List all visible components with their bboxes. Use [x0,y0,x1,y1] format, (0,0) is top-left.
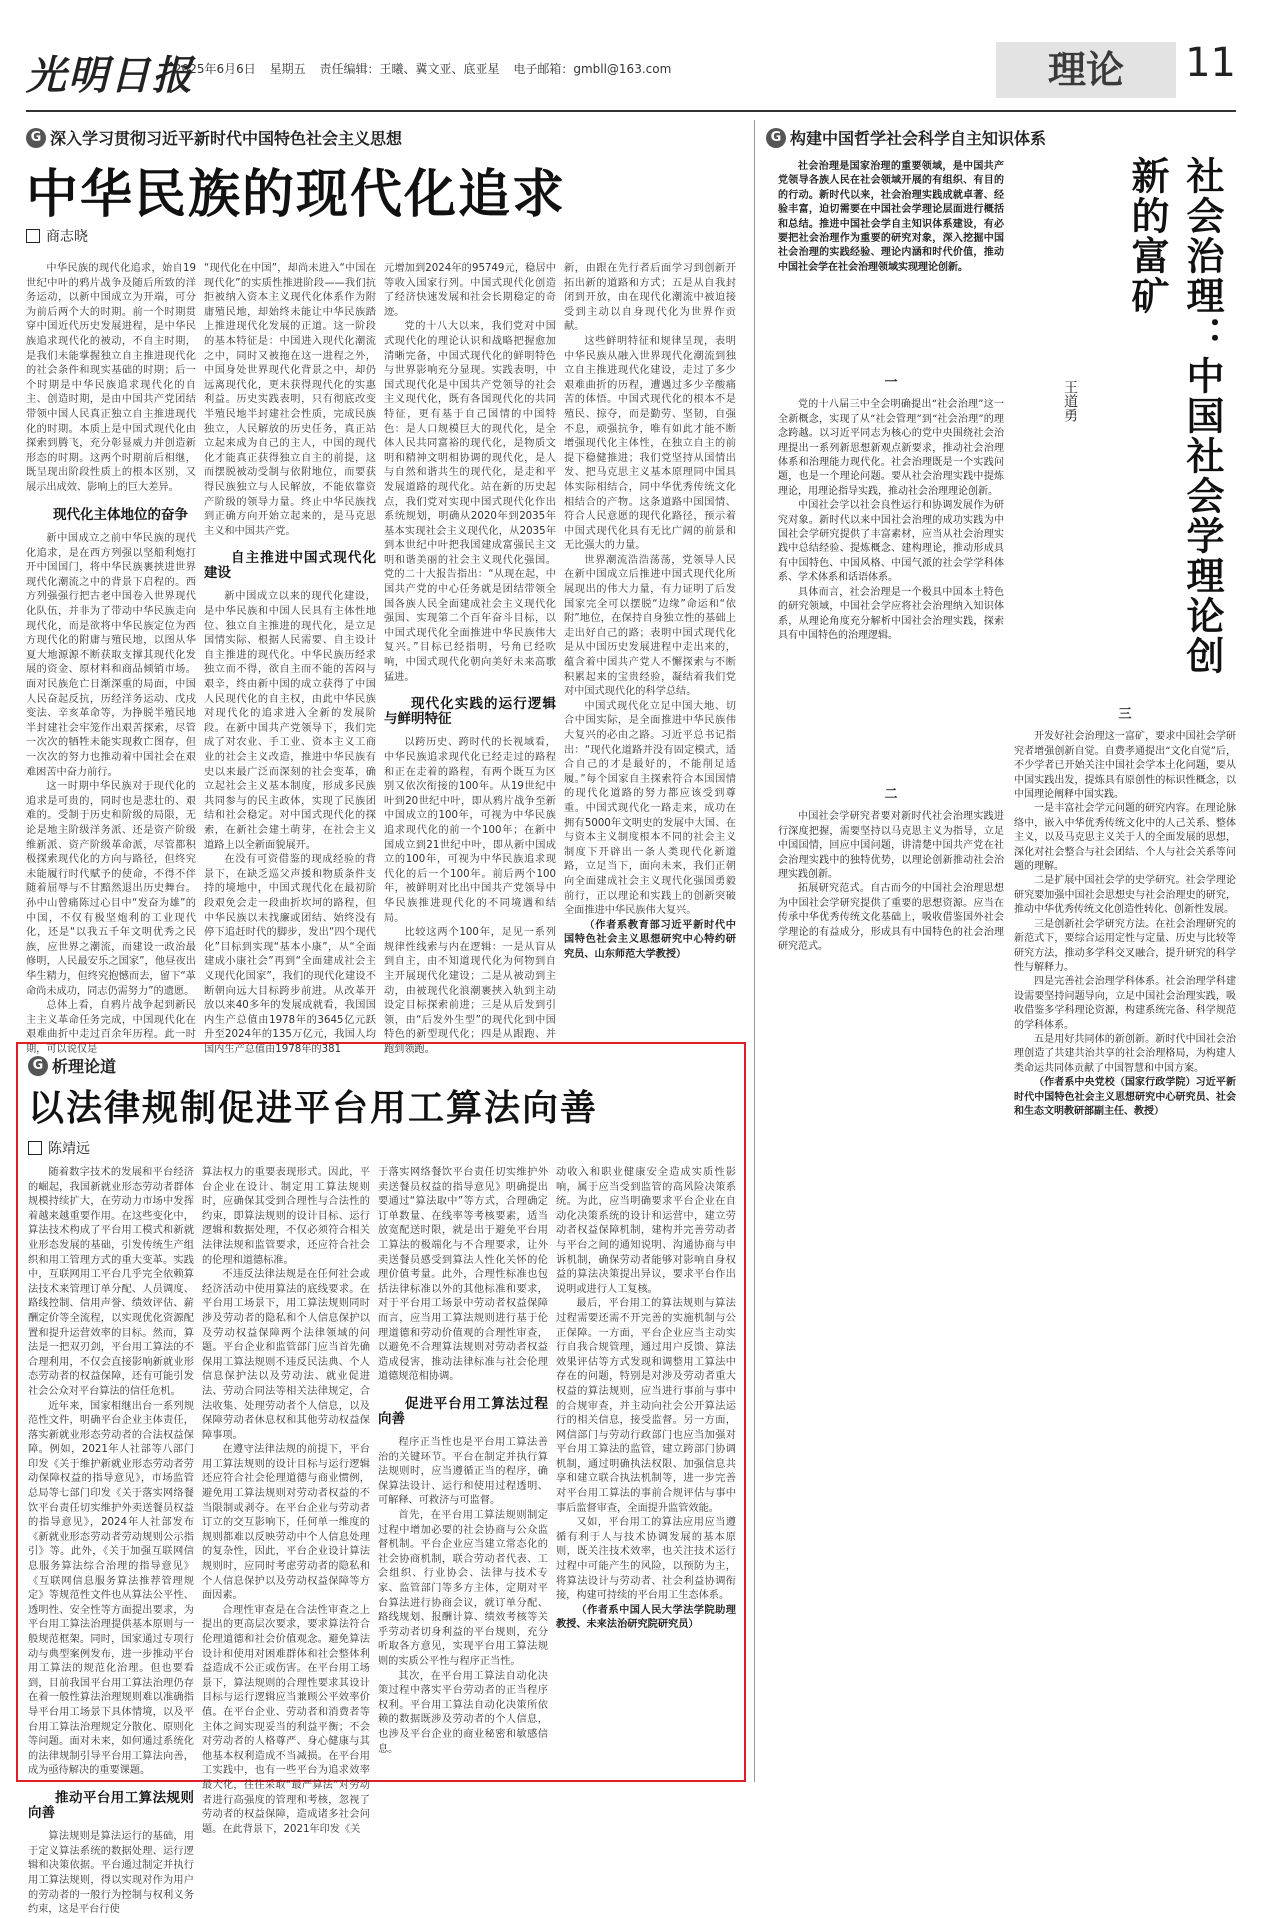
header-meta [174,60,681,77]
article2-col2: 算法权力的重要表现形式。因此，平台企业在设计、制定用工算法规则时，应确保其受到合理性与合法性的约束，即算法规则的设计目标、运行逻辑和数据处理，不仅必须符合相关法律法规和监管要求，还应符合社会的伦理和道德标准。 不违反法律法规是在任何社会或经济活动中使用算法的底线要求。在平台用工场景下，用工算法规则同时涉及劳动者的隐私和个人信息保护以及劳动权益保障两个法律领域的问题。平台企业和监管部门应当首先确保用工算法规则不违反民法典、个人信息保护法以及劳动法、就业促进法、劳动合同法等相关法律规定，合法收集、处理劳动者个人信息，以及保障劳动者休息权和其他劳动权益保障事项。 在遵守法律法规的前提下，平台用工算法规则的设计目标与运行逻辑还应符合社会伦理道德与商业惯例，避免用工算法规则对劳动者权益的不当限制或剥夺。在平台企业与劳动者订立的交互影响下，任何单一维度的规则都难以反映劳动中个人信息处理的复杂性，因此，平台企业设计算法规则时，应同时考虑劳动者的隐私和个人信息保护以及劳动权益保障等方面因素。 合理性审查是在合法性审查之上提出的更高层次要求，要求算法符合伦理道德和社会价值观念。避免算法设计和使用对困难群体和社会整体利益造成不公正或伤害。在平台用工场景下，算法规则的合理性要求其设计目标与运行逻辑应当兼顾公平效率价值。在平台企业、劳动者和消费者等主体之间实现妥当的利益平衡；不会对劳动者的人格尊严、身心健康与其他基本权利造成不当减损。在平台用工实践中，也有一些平台为追求效率最大化，往往采取“最严算法”对劳动者进行高强度的管理和考核，忽视了劳动者的权益保障，造成诸多社会问题。在此背景下，2021年印发《关 [202,1167,370,1835]
article3-abstract: 社会治理是国家治理的重要领域，是中国共产党领导各族人民在社会领域开展的有组织、有目的的行动。新时代以来，社会治理实践成就卓著、经验丰富，迫切需要在中国社会学理论层面进行概括和总结。推进中国社会学自主知识体系建设，有必要把社会治理作为重要的研究对象，深入挖掘中国社会治理的实践经验、理论内涵和时代价值，推动中国社会学在社会治理领域实现理论创新。 [778,161,1004,273]
article3-col1-upper: 一 党的十八届三中全会明确提出“社会治理”这一全新概念，实现了从“社会管理”到“社会治理”的理念跨越。以习近平同志为核心的党中央围绕社会治理提出一系列新思想新观点新要求，推动社会治理体系和治理能力现代化。社会治理既是一个实践问题，也是一个理论问题。要从社会治理实践中提炼理论，用理论指导实践，推动社会治理理论创新。 中国社会学以社会良性运行和协调发展作为研究对象。新时代以来中国社会治理的成功实践为中国社会学研究提供了丰富素材，应当从社会治理实践中总结经验、提炼概念、建构理论，推动形成具有中国特色、中国风格、中国气派的社会学学科体系、学术体系和话语体系。 具体而言，社会治理是一个极具中国本土特色的研究领域，中国社会学应将社会治理纳入知识体系，从理论角度充分解析中国社会治理实践，探索具有中国特色的治理逻辑。 [778,375,1004,641]
article2-column-label: 析理论道 [52,1057,117,1076]
article1-subhead-1: 现代化主体地位的奋争 [53,506,188,523]
issue-date: 2025年6月6日 [174,62,256,76]
column-logo-icon: G [28,1056,48,1076]
article1-col1: 中华民族的现代化追求，始自19世纪中叶的鸦片战争及随后所致的洋务运动，以新中国成立为开端，可分为前后两个大的时期。前一个时期贯穿中国近代历史发展进程，是中华民族追求现代化的被动，不自主时期，是我们未能掌握独立自主推进现代化的社会条件和现实基础的时期；后一个时期是中华民族追求现代化的自主、创造时期，是由中国共产党团结带领中国人民真正独立自主推进现代化的时期。本质上是中国式现代化由探索到腾飞，充分彰显威力并创造新形态的时期。这两个时期前后相继，既呈现出阶段性质上的根本区别，又展示出成效、影响上的巨大差异。 现代化主体地位的奋争 新中国成立之前中华民族的现代化追求，是在西方列强以坚船利炮打开中国国门，将中华民族裹挟进世界现代化潮流之中的背景下启程的。西方列强强行把古老中国卷入世界现代化队伍，并非为了带动中华民族走向现代化，而是欲将中华民族定位为西方现代化的附庸与殖民地，以图从华夏大地源源不断获取支撑其现代化发展的资金、原材料和商品倾销市场。面对民族危亡日渐深重的局面，中国人民奋起反抗，历经洋务运动、戊戌变法、辛亥革命等，为挣脱半殖民地半封建社会牢笼作出艰苦探索，尽管一次次的牺牲未能实现救亡图存，但一次次的努力也推动着中国社会在艰难困苦中奋力前行。 这一时期中华民族对于现代化的追求是可贵的，同时也是悲壮的、艰难的。受制于历史和阶级的局限，无论是地主阶级洋务派、还是资产阶级维新派、资产阶级革命派，尽管都积极探索现代化的方向与路径，但终究未能履行时代赋予的使命，不得不伴随着屈辱与不甘黯然退出历史舞台。孙中山曾痛陈过心目中“发奋为雄”的中国，不仅有极坚炮利的工业现代化，还是“以我五千年文明优秀之民族，应世界之潮流，而建设一政治最修明，人民最安乐之国家”，他昼夜出华生精力，但终究抱憾而去，留下“革命尚未成功，同志仍需努力”的遗愿。 总体上看，自鸦片战争起到新民主主义革命任务完成，中国现代化在艰难曲折中走过百余年历程。此一时期，可以说仅是 [26,263,196,1055]
article1-title: 中华民族的现代化追求 [26,165,567,225]
article1-subhead-3: 现代化实践的运行逻辑与鲜明特征 [384,696,556,727]
section-numeral: 一 [884,375,898,390]
article1-column-label: 深入学习贯彻习近平新时代中国特色社会主义思想 [50,129,403,148]
article2-byline [28,1138,90,1158]
article2-col3: 于落实网络餐饮平台责任切实维护外卖送餐员权益的指导意见》明确提出要通过“算法取中”等方式，合理确定订单数量、在线率等考核要素，适当放宽配送时限，就是出于避免平台用工算法的极端化与不合理要求，让外卖送餐员感受到算法人性化关怀的伦理价值考量。此外，合理性标准也包括法律标准以外的其他标准和要求，对于平台用工场景中劳动者权益保障而言，应当用工算法规则进行基于伦理道德和劳动价值观的合理性审查，以避免不合理算法规则对劳动者权益造成侵害，推动法律标准与社会伦理道德规范相协调。 促进平台用工算法过程向善 程序正当性也是平台用工算法善治的关键环节。平台在制定并执行算法规则时，应当遵循正当的程序，确保算法设计、运行和使用过程透明、可解释、可救济与可监督。 首先，在平台用工算法规则制定过程中增加必要的社会协商与公众监督机制。平台企业应当建立常态化的社会协商机制，联合劳动者代表、工会组织、行业协会、法律与技术专家、监管部门等多方主体，定期对平台算法进行协商会议，就订单分配、路线规划、报酬计算、绩效考核等关乎劳动者切身利益的平台规则，充分听取各方意见，实现平台用工算法规则的实质公平性与程序正当性。 其次，在平台用工算法自动化决策过程中落实平台劳动者的正当程序权利。平台用工算法自动化决策所依赖的数据既涉及劳动者的个人信息，也涉及平台企业的商业秘密和敏感信息。 [378,1167,548,1755]
article1-byline [26,226,88,246]
article2-title: 以法律规制促进平台用工算法向善 [28,1088,599,1129]
article1-credit: （作者系教育部习近平新时代中国特色社会主义思想研究中心特约研究员、山东师范大学教授） [564,919,736,960]
article3-column-head [766,126,1046,149]
column-logo-icon: G [766,128,786,148]
article3-title: 社会治理：中国社会学理论创新的富矿 [1125,156,1224,676]
article1-column-head [26,126,402,149]
byline-box-icon [28,1141,42,1155]
article3-author: 王道勇 [1062,380,1078,422]
article3-credit: （作者系中央党校（国家行政学院）习近平新时代中国特色社会主义思想研究中心研究员、社会和生态文明教研部副主任、教授） [1014,1077,1236,1117]
article3-col2: 三 开发好社会治理这一富矿，要求中国社会学研究者增强创新自觉。自费孝通提出“文化自觉”后，不少学者已开始关注中国社会学本土化问题，要从中国实践出发，提炼具有原创性的标识性概念，以中国理论阐释中国实践。 一是丰富社会学元问题的研究内容。在理论脉络中，嵌入中华优秀传统文化中的人己关系、整体主义，以及马克思主义关于人的全面发展的思想，深化对社会整合与社会团结、个人与社会关系等问题的理解。 二是扩展中国社会学的史学研究。社会学理论研究要加强中国社会思想史与社会治理史的研究，推动中华优秀传统文化创造性转化、创新性发展。 三是创新社会学研究方法。在社会治理研究的新范式下，要综合运用定性与定量、历史与比较等研究方法，推动多学科交叉融合，提升研究的科学性与解释力。 四是完善社会治理学科体系。社会治理学科建设需要坚持问题导向，立足中国社会治理实践，吸收借鉴多学科理论资源，构建系统完备、科学规范的学科体系。 五是用好共同体的新创新。新时代中国社会治理创造了共建共治共享的社会治理格局，为构建人类命运共同体贡献了中国智慧和中国方案。 （作者系中央党校（国家行政学院）习近平新时代中国特色社会主义思想研究中心研究员、社会和生态文明教研部副主任、教授） [1014,700,1236,1780]
editor-email: 电子邮箱：gmbll@163.com [513,62,672,76]
section-numeral: 三 [1118,707,1132,722]
page-number: 11 [1185,40,1236,86]
article3-column-label: 构建中国哲学社会科学自主知识体系 [790,129,1047,148]
article1-col2: “现代化在中国”，却尚未进入“中国在现代化”的实质性推进阶段——我们抗拒被纳入资本主义现代化体系作为附庸殖民地，却始终未能让中华民族踏上推进现代化发展的正道。这一阶段的基本特征是：中国进入现代化潮流之中，同时又被拖在这一进程之外，中国身处世界现代化背景之中，却仍远离现代化，更未获得现代化的实惠利益。历史实践表明，只有彻底改变半殖民地半封建社会性质，完成民族独立，人民解放的历史任务，真正站立起来成为自己的主人，中国的现代化才能真正获得独立自主的前提，这而摆脱被动受制与依附地位，而要获得民族独立与人民解放，不能依靠资产阶级的领导力量。终止中华民族找到正确方向开始立起来的，是马克思主义和中国共产党。 自主推进中国式现代化建设 新中国成立以来的现代化建设，是中华民族和中国人民具有主体性地位、独立自主推进的现代化，是立足国情实际、根据人民需要、自主设计自主推进的现代化。中华民族历经求独立而不得，欲自主而不能的苦闷与艰辛，终由新中国的成立获得了中国人民现代化的自主权，由此中华民族对现代化的追求进入全新的发展阶段。在新中国共产党领导下，我们完成了对农业、手工业、资本主义工商业的社会主义改造，推进中华民族有史以来最广泛而深刻的社会变革，确立起社会主义基本制度，形成多民族共同参与的民主政体，实现了民族团结和社会稳定。对中国式现代化的探索，在新社会建土萌芽，在社会主义道路上以全新面貌展开。 在没有可资借鉴的现成经验的背景下，在缺乏巡父声援和物质条件支持的境地中，中国式现代化在最初阶段艰免会走一段曲折坎坷的路程，但中华民族以未找廉或团结、始终没有停下追赶时代的脚步，发出“四个现代化”目标到实现“基本小康”，从“全面建成小康社会”再到“全面建成社会主义现代化国家”，我们的现代化建设不断朝向远大目标跨步前进。从改革开放以来40多年的发展成就看，我国国内生产总值由1978年的3645亿元跃升至2024年的135万亿元，我国人均国内生产总值由1978年的381 [204,263,376,1055]
masthead [26,40,1236,112]
byline-box-icon [26,229,40,243]
article2-subhead-2: 促进平台用工算法过程向善 [378,1395,548,1427]
article1-col3: 元增加到2024年的95749元，稳居中等收入国家行列。中国式现代化创造了经济快速发展和社会长期稳定的奇迹。 党的十八大以来，我们党对中国式现代化的理论认识和战略把握愈加清晰完备，中国式现代化的鲜明特色与世界影响充分显现。实践表明，中国式现代化是中国共产党领导的社会主义现代化，既有各国现代化的共同特征，更有基于自己国情的中国特色：是人口规模巨大的现代化，是全体人民共同富裕的现代化，是物质文明和精神文明相协调的现代化，是人与自然和谐共生的现代化，是走和平发展道路的现代化。站在新的历史起点，我们党对实现中国式现代化作出系统规划，明确从2020年到2035年基本实现社会主义现代化，从2035年到本世纪中叶把我国建成富强民主文明和谐美丽的社会主义现代化强国。党的二十大报告指出：“从现在起，中国共产党的中心任务就是团结带领全国各族人民全面建成社会主义现代化强国、实现第二个百年奋斗目标，以中国式现代化全面推进中华民族伟大复兴。”目标已经指明，号角已经吹响，中国式现代化朝向美好未来高歌猛进。 现代化实践的运行逻辑与鲜明特征 以跨历史、跨时代的长视域看，中华民族追求现代化已经走过的路程和正在走着的路程，有两个既互为区别又依次衔接的100年。从19世纪中叶到20世纪中叶，即从鸦片战争至新中国成立的100年，可视为中华民族追求现代化的前一个100年；在新中国成立到21世纪中叶，即从新中国成立的100年，可视为中华民族追求现代化的后一个100年。前后两个100年，被鲜明对比出中国共产党领导中华民族推进现代化的不同境遇和结局。 比较这两个100年，足见一系列规律性线索与内在逻辑：一是从盲从到自主，由不知道现代化为何物到自主开展现代化建设；二是从被动到主动，由被现代化浪潮裹挟入轨到主动设定目标探索前进；三是从后发到引领，由“后发外生型”的现代化到中国特色的新型现代化；四是从跟跑、并跑到领跑。 [384,263,556,1055]
article2-column-head [28,1054,116,1077]
article1-subhead-2: 自主推进中国式现代化建设 [204,550,376,581]
newspaper-logo: 光明日报 [26,52,194,99]
article3-col1-lower: 二 中国社会学研究者要对新时代社会治理实践进行深度把握，需要坚持以马克思主义为指导，立足中国国情，回应中国问题，讲清楚中国共产党在社会治理实践中的独特优势，以理论创新推动社会治理实践创新。 拓展研究范式。自古而今的中国社会治理思想为中国社会学研究提供了重要的思想资源。应当在传承中华优秀传统文化基础上，吸收借鉴国外社会学理论的有益成分，形成具有中国特色的社会治理研究范式。 [778,787,1004,953]
section-tab: 理论 [996,42,1176,98]
column-divider [754,120,755,1782]
article2-col4: 动收入和职业健康安全造成实质性影响，属于应当受到监管的高风险决策系统。为此，应当明确要求平台企业在自动化决策系统的设计和运营中，建立劳动者权益保障机制，建构并完善劳动者与平台之间的通知说明、沟通协商与申诉机制，确保劳动者能够对影响自身权益的算法决策提出异议，要求平台作出说明或进行人工复核。 最后，平台用工的算法规则与算法过程需要还需不开完善的实施机制与公正保障。一方面，平台企业应当主动实行自我合规管理，通过用户反馈、算法效果评估等方式发现和调整用工算法中存在的问题，特别是对涉及劳动者重大权益的算法规则，应当进行事前与事中的合规审查，并主动向社会公开算法运行的相关信息，接受监督。另一方面，网信部门与劳动行政部门也应当加强对平台用工算法的监管，建立跨部门协调机制，通过明确执法权限、加强信息共享和建立联合执法机制等，进一步完善对平台用工算法的事前合规评估与事中事后监督审查，全面提升监管效能。 又如，平台用工的算法应用应当遵循有利于人与技术协调发展的基本原则，既关注技术效率，也关注技术运行过程中可能产生的风险，以预防为主，将算法设计与劳动者、社会利益协调衔接，构建可持续的平台用工生态体系。 （作者系中国人民大学法学院助理教授、未来法治研究院研究员） [556,1166,736,1772]
article2-author: 陈靖远 [48,1141,90,1157]
article1-col4: 新，由跟在先行者后面学习到创新开拓出新的道路和方式；五是从自我封闭到开放，由在现代化潮流中被迫接受到主动以自身现代化为世界作贡献。 这些鲜明特征和规律呈现，表明中华民族从融入世界现代化潮流到独立自主推进现代化建设，走过了多少艰难曲折的历程，遭遇过多少辛酸痛苦的体悟。中国式现代化的根本不是殖民、掠夺，而是勤劳、坚韧，自强不息，顽强抗争，唯有如此才能不断增强现代化主体性，在独立自主的前提下稳健推进；我们党坚持从国情出发、把马克思主义基本原理同中国具体实际相结合，同中华优秀传统文化相结合的产物。这条道路中国国情、符合人民意愿的现代化路径，预示着中国式现代化具有无比广阔的前景和无比强大的力量。 世界潮流浩浩荡荡，党领导人民在新中国成立后推进中国式现代化所展现出的伟大力量，有力证明了后发国家完全可以摆脱“边缘”命运和“依附”地位，在保持自身独立性的基础上走出好自己的路；表明中国式现代化是从中国历史发展进程中走出来的，蕴含着中国共产党人不懈探索与不断积累起来的宝贵经验，凝结着我们党对中国式现代化的科学总结。 中国式现代化立足中国大地、切合中国实际，是全面推进中华民族伟大复兴的必由之路。习近平总书记指出：“现代化道路并没有固定模式，适合自己的才是最好的，不能削足适履。”每个国家自主探索符合本国国情的现代化道路的努力都应该受到尊重。中国式现代化一路走来，成功在拥有5000年文明史的发展中大国、在与资本主义制度根本不同的社会主义制度下开辟出一条人类现代化新道路，立足当下，面向未来，我们正朝向全面建成社会主义现代化强国勇毅前行，正以理论和实践上的创新突破全面推进中华民族伟大复兴。 （作者系教育部习近平新时代中国特色社会主义思想研究中心特约研究员、山东师范大学教授） [564,262,736,1032]
column-logo-icon: G [26,128,46,148]
article2-credit: （作者系中国人民大学法学院助理教授、未来法治研究院研究员） [556,1604,736,1631]
article2-col1: 随着数字技术的发展和平台经济的崛起，我国新就业形态劳动者群体规模持续扩大，在劳动力市场中发挥着越来越重要作用。在这些变化中，算法技术构成了平台用工模式和新就业形态发展的基础，引发传统生产组织和用工管理方式的重大变革。实践中，互联网用工平台几乎完全依赖算法技术来管理订单分配、人员调度、路线控制、信用声誉、绩效评估、薪酬定价等全流程，以实现优化资源配置和提升运营效率的目标。然而，算法是一把双刃剑，平台用工算法的不合理利用，不仅会直接影响新就业形态劳动者的权益保障，还有可能引发社会公众对平台算法的信任危机。 近年来，国家相继出台一系列规范性文件，明确平台企业主体责任，落实新就业形态劳动者的合法权益保障。例如，2021年人社部等八部门印发《关于维护新就业形态劳动者劳动保障权益的指导意见》，市场监管总局等七部门印发《关于落实网络餐饮平台责任切实维护外卖送餐员权益的指导意见》，2024年人社部发布《新就业形态劳动者劳动规则公示指引》等。此外，《关于加强互联网信息服务算法综合治理的指导意见》《互联网信息服务算法推荐管理规定》等规范性文件也从算法公平性、透明性、安全性等方面提出要求，为平台用工算法治理提供基本原则与一般规范框架。同时，国家通过专项行动与典型案例发布，进一步推动平台用工算法的规范化治理。但也要看到，目前我国平台用工算法治理仍存在着一般性算法治理规则难以准确指导平台用工场景下具体情境，以及平台用工算法治理规定分散化、原则化等问题。面对未来，如何通过系统化的法律规制引导平台用工算法向善，成为亟待解决的重要课题。 推动平台用工算法规则向善 算法规则是算法运行的基础，用于定义算法系统的数据处理、运行逻辑和决策依据。平台通过制定并执行用工算法规则，得以实现对作为用户的劳动者的一般行为控制与权利义务约束，这是平台行使 [28,1167,194,1916]
issue-weekday: 星期五 [269,62,306,76]
article1-author: 商志晓 [46,229,88,245]
article2-subhead-1: 推动平台用工算法规则向善 [28,1789,194,1821]
section-numeral: 二 [884,787,898,802]
editors: 责任编辑：王曦、冀文亚、底亚星 [319,62,500,76]
